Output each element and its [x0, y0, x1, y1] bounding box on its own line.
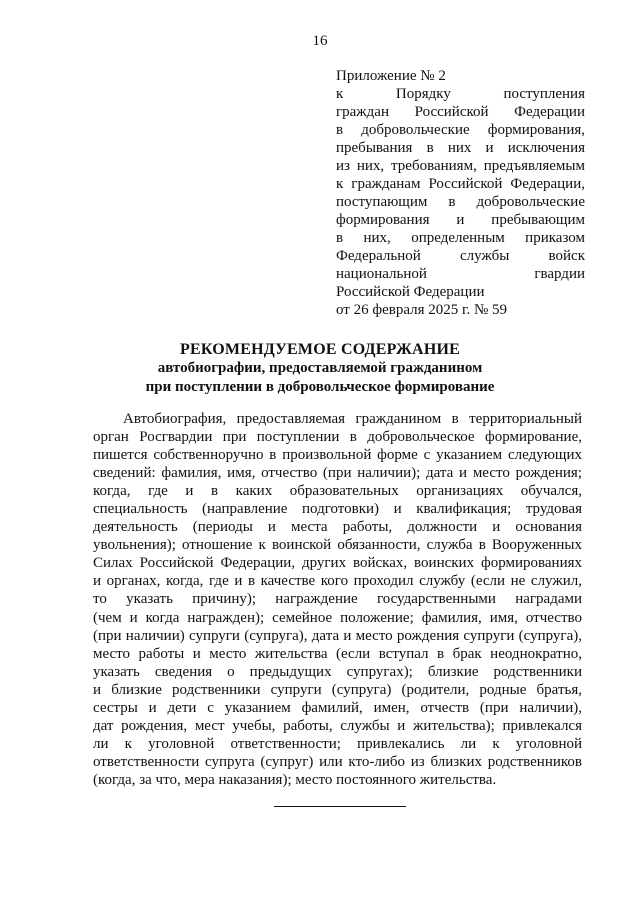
appendix-line: от 26 февраля 2025 г. № 59 — [336, 302, 508, 318]
appendix-line: поступающим в добровольческие — [336, 194, 585, 210]
body-line: специальность (направление подготовки) и квалификация; трудовая — [93, 501, 582, 518]
body-line: сведений: фамилия, имя, отчество (при наличии); дата и место рождения; — [93, 465, 582, 482]
appendix-line: граждан Российской Федерации — [336, 104, 585, 120]
body-line: указать сведения о предыдущих супругах); близкие родственники — [93, 663, 582, 680]
appendix-line: национальной гвардии — [336, 266, 585, 282]
body-line: орган Росгвардии при поступлении в добровольческое формирование, — [93, 429, 582, 446]
body-line: и органах, когда, где и в качестве кого проходил службу (если не служил, — [93, 573, 582, 590]
appendix-line: Федеральной службы войск — [336, 248, 585, 264]
body-line: деятельность (периоды и места работы, должности и основания — [93, 519, 582, 536]
appendix-line: к Порядку поступления — [336, 86, 585, 102]
body-line: когда, где и в каких образовательных организациях обучался, — [93, 483, 582, 500]
body-line: пишется собственноручно в произвольной форме с указанием следующих — [93, 447, 582, 464]
heading-title: РЕКОМЕНДУЕМОЕ СОДЕРЖАНИЕ — [180, 341, 460, 358]
heading-subtitle-line-2: при поступлении в добровольческое формирование — [145, 379, 495, 395]
page-number: 16 — [312, 33, 328, 49]
appendix-line: в добровольческие формирования, — [336, 122, 585, 138]
appendix-reference-block — [336, 67, 585, 319]
body-line: Силах Российской Федерации, других войсках, воинских формированиях — [93, 555, 582, 572]
heading-subtitle-line-1: автобиографии, предоставляемой гражданином — [157, 360, 483, 376]
body-line: дат рождения, мест учебы, работы, службы и жительства); привлекался — [93, 717, 582, 734]
body-line: (при наличии) супруги (супруга), дата и место рождения супруги (супруга), — [93, 627, 582, 644]
body-line: и близкие родственники супруги (супруга) (родители, родные братья, — [93, 681, 582, 698]
body-line: ли к уголовной ответственности; привлекались ли к уголовной — [93, 735, 582, 752]
document-heading — [0, 340, 640, 397]
body-line: сестры и дети с указанием фамилий, имен, отчеств (при наличии), — [93, 699, 582, 716]
body-line: (чем и когда награжден); семейное положение; фамилия, имя, отчество — [93, 609, 582, 626]
appendix-line: из них, требованиям, предъявляемым — [336, 158, 585, 174]
appendix-line: Приложение № 2 — [336, 68, 446, 84]
body-paragraph — [93, 410, 582, 789]
body-line: (когда, за что, мера наказания); место постоянного жительства. — [93, 771, 497, 788]
appendix-line: пребывания в них и исключения — [336, 140, 585, 156]
body-line: ответственности супруга (супруг) или кто-либо из близких родственников — [93, 753, 582, 770]
body-line: Автобиография, предоставляемая гражданином в территориальный — [123, 411, 582, 427]
body-line: увольнения); отношение к воинской обязанности, служба в Вооруженных — [93, 537, 582, 554]
appendix-line: к гражданам Российской Федерации, — [336, 176, 585, 192]
appendix-line: в них, определенным приказом — [336, 230, 585, 246]
appendix-line: Российской Федерации — [336, 284, 485, 300]
body-line: место работы и место жительства (если вступал в брак неоднократно, — [93, 645, 582, 662]
end-separator-line — [274, 806, 406, 807]
appendix-line: формирования и пребывающим — [336, 212, 585, 228]
body-line: то указать причину); награждение государственными наградами — [93, 591, 582, 608]
